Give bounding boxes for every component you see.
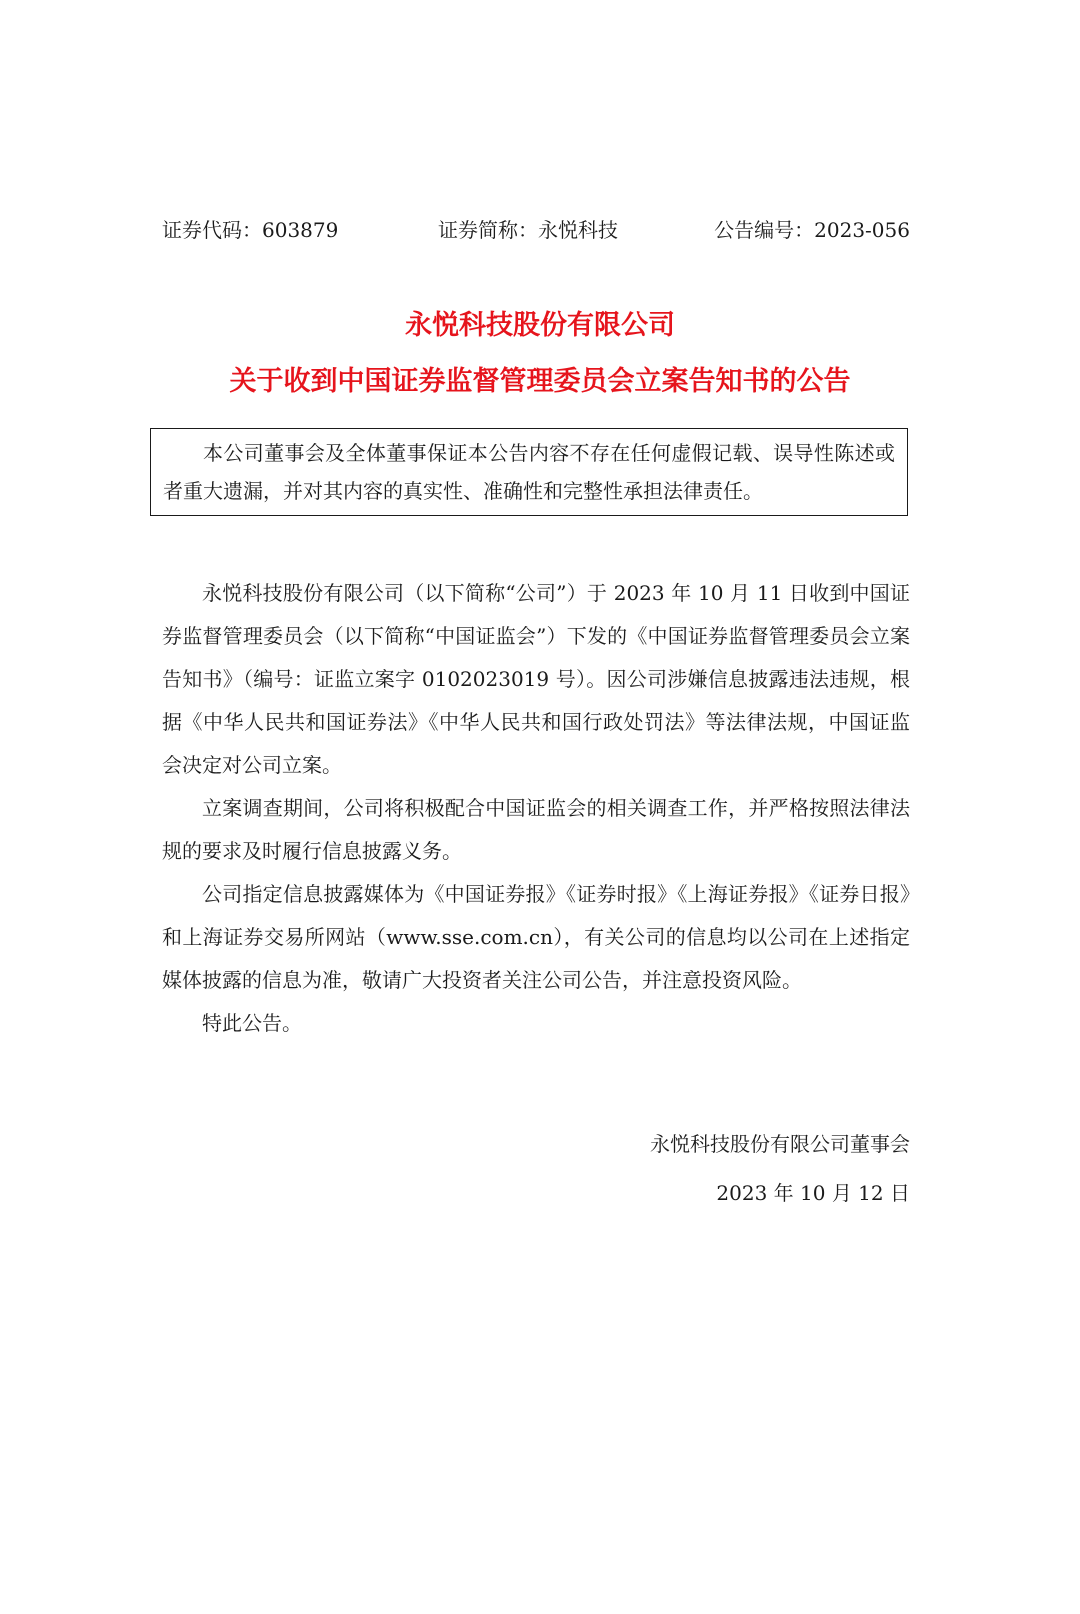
document-header [162,212,910,248]
body-paragraph: 立案调查期间，公司将积极配合中国证监会的相关调查工作，并严格按照法律法规的要求及时履行信息披露义务。 [162,796,910,863]
stock-code: 证券代码：603879 [162,218,339,242]
stock-short-name: 证券简称：永悦科技 [438,218,618,242]
issuer-name: 永悦科技股份有限公司董事会 [650,1132,910,1156]
disclaimer-box: 本公司董事会及全体董事保证本公告内容不存在任何虚假记载、误导性陈述或者重大遗漏，并对其内容的真实性、准确性和完整性承担法律责任。 [150,428,908,516]
body-paragraph: 公司指定信息披露媒体为《中国证券报》《证券时报》《上海证券报》《证券日报》和上海证券交易所网站（www.sse.com.cn），有关公司的信息均以公司在上述指定媒体披露的信息为准，敬请广大投资者关注公司公告，并注意投资风险。 [162,882,910,992]
company-title: 永悦科技股份有限公司 [405,310,675,341]
announcement-body [162,572,910,1045]
signature-block [650,1120,910,1218]
issue-date: 2023 年 10 月 12 日 [716,1181,910,1205]
body-paragraph: 特此公告。 [202,1011,302,1035]
announcement-title: 关于收到中国证券监督管理委员会立案告知书的公告 [229,366,851,397]
announcement-number: 公告编号：2023-056 [714,218,910,242]
body-paragraph: 永悦科技股份有限公司（以下简称“公司”）于 2023 年 10 月 11 日收到中国证券监督管理委员会（以下简称“中国证监会”）下发的《中国证券监督管理委员会立案告知书》（编号：证监立案字 0102023019 号）。因公司涉嫌信息披露违法违规，根据《中华人民共和国证券法》《中华人民共和国行政处罚法》等法律法规，中国证监会决定对公司立案。 [162,581,910,777]
